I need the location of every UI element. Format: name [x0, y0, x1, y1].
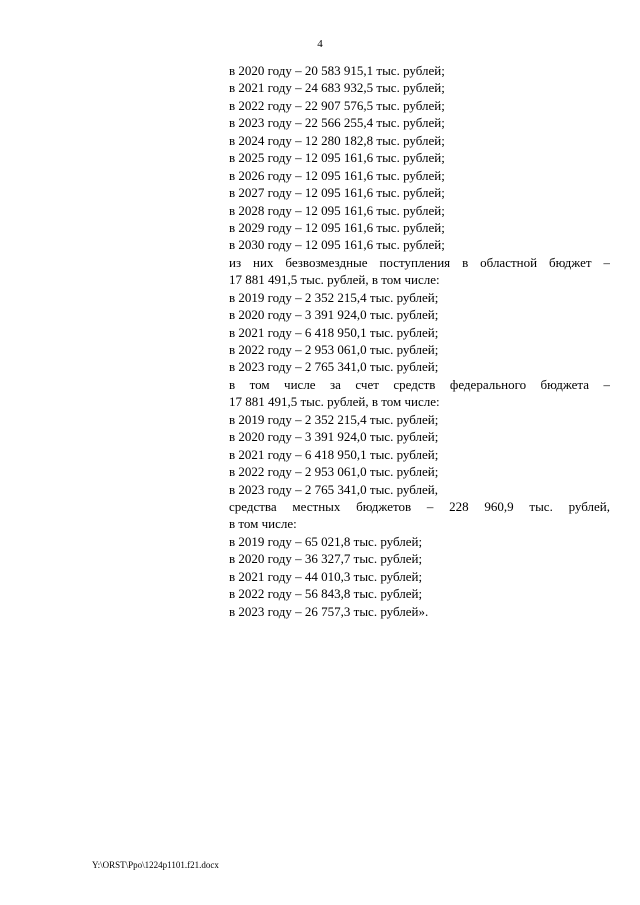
text-line: в 2022 году – 22 907 576,5 тыс. рублей;: [229, 97, 445, 113]
text-line: в 2022 году – 2 953 061,0 тыс. рублей;: [229, 342, 439, 357]
text-line: в 2023 году – 2 765 341,0 тыс. рублей;: [229, 359, 439, 375]
document-body: [229, 62, 610, 620]
text-line: из них безвозмездные поступления в областной бюджет –: [229, 254, 610, 270]
text-line: в 2020 году – 3 391 924,0 тыс. рублей;: [229, 429, 439, 445]
text-line: в 2021 году – 24 683 932,5 тыс. рублей;: [229, 80, 445, 96]
text-line: в 2020 году – 36 327,7 тыс. рублей;: [229, 551, 423, 567]
text-line: в 2025 году – 12 095 161,6 тыс. рублей;: [229, 150, 445, 166]
text-line: в 2022 году – 56 843,8 тыс. рублей;: [229, 586, 423, 602]
text-line: 17 881 491,5 тыс. рублей, в том числе:: [229, 272, 440, 288]
text-line: в 2020 году – 3 391 924,0 тыс. рублей;: [229, 307, 439, 323]
text-line: в 2023 году – 26 757,3 тыс. рублей».: [229, 603, 429, 619]
text-line: в 2029 году – 12 095 161,6 тыс. рублей;: [229, 219, 445, 235]
text-line: в 2026 году – 12 095 161,6 тыс. рублей;: [229, 167, 445, 183]
text-line: в том числе за счет средств федерального бюджета –: [229, 376, 610, 392]
text-line: в 2023 году – 2 765 341,0 тыс. рублей,: [229, 481, 438, 497]
text-line: в 2019 году – 65 021,8 тыс. рублей;: [229, 533, 423, 549]
text-line: в 2023 году – 22 566 255,4 тыс. рублей;: [229, 115, 445, 131]
page-number: 4: [317, 38, 323, 50]
text-line: в 2028 году – 12 095 161,6 тыс. рублей;: [229, 202, 445, 218]
text-line: в 2024 году – 12 280 182,8 тыс. рублей;: [229, 132, 445, 148]
text-line: в 2027 году – 12 095 161,6 тыс. рублей;: [229, 185, 445, 201]
text-line: в 2021 году – 6 418 950,1 тыс. рублей;: [229, 324, 439, 340]
footer-file-path: Y:\ORST\Ppo\1224p1101.f21.docx: [92, 860, 219, 870]
text-line: в 2022 году – 2 953 061,0 тыс. рублей;: [229, 464, 439, 480]
text-line: в 2019 году – 2 352 215,4 тыс. рублей;: [229, 289, 439, 305]
text-line: средства местных бюджетов – 228 960,9 тыс. рублей,: [229, 498, 610, 514]
text-line: 17 881 491,5 тыс. рублей, в том числе:: [229, 394, 440, 410]
text-line: в 2021 году – 6 418 950,1 тыс. рублей;: [229, 446, 439, 462]
text-line: в 2030 году – 12 095 161,6 тыс. рублей;: [229, 237, 445, 253]
text-line: в 2019 году – 2 352 215,4 тыс. рублей;: [229, 411, 439, 427]
text-line: в том числе:: [229, 516, 297, 532]
text-line: в 2020 году – 20 583 915,1 тыс. рублей;: [229, 63, 445, 78]
text-line: в 2021 году – 44 010,3 тыс. рублей;: [229, 568, 423, 584]
